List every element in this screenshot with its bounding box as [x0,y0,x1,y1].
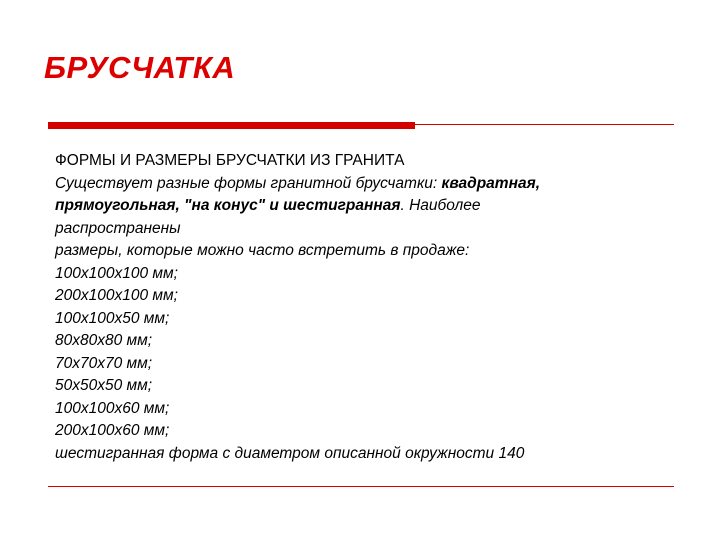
intro-text-2: . Наиболее [400,197,481,214]
intro-line-1 [55,173,675,196]
slide-title: БРУСЧАТКА [44,50,236,85]
size-item: 100х100х60 мм; [55,399,170,417]
size-item: 100х100х100 мм; [55,264,178,282]
intro-line-3: распространены [55,219,181,237]
section-heading: ФОРМЫ И РАЗМЕРЫ БРУСЧАТКИ ИЗ ГРАНИТА [55,152,405,169]
intro-line-2 [55,195,675,218]
size-item: 200х100х60 мм; [55,422,170,439]
size-item: 200х100х100 мм; [55,287,178,304]
size-item: 70х70х70 мм; [55,354,153,372]
size-item: 80х80х80 мм; [55,332,153,349]
intro-text-1: Существует разные формы гранитной брусчатки: [55,174,442,192]
title-underline-thin [415,124,674,125]
intro-bold-1: квадратная, [441,174,541,192]
body-text [55,150,675,465]
intro-bold-2: прямоугольная, "на конус" и шестигранная [55,197,401,214]
closing-line: шестигранная форма с диаметром описанной окружности 140 [55,444,525,462]
title-underline-thick [48,122,415,129]
size-item: 100х100х50 мм; [55,309,170,327]
intro-line-4: размеры, которые можно часто встретить в продаже: [55,242,470,259]
bottom-divider [48,486,674,487]
size-item: 50х50х50 мм; [55,377,153,394]
